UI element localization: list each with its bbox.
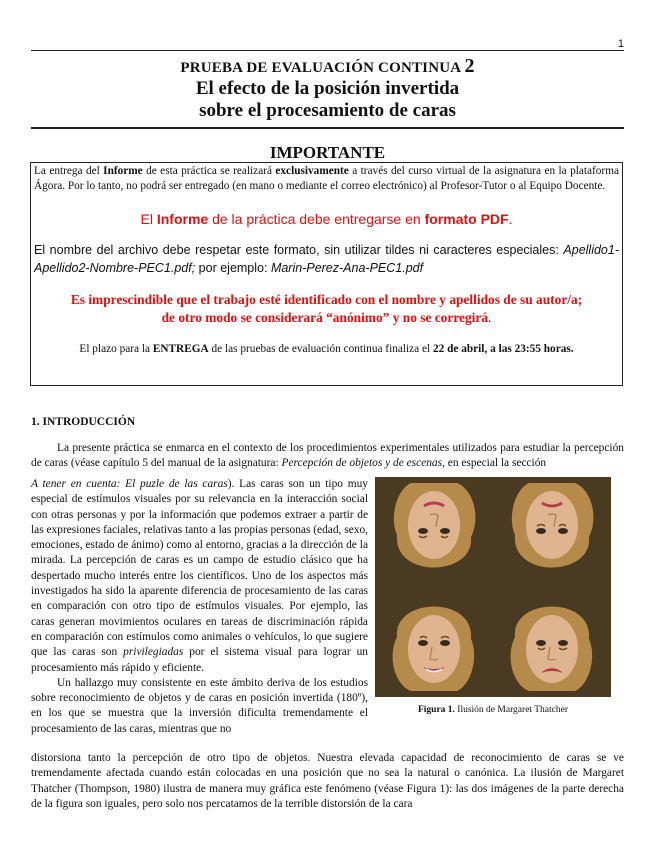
bold-text: exclusivamente <box>275 165 349 177</box>
text: , en especial la sección <box>442 457 547 470</box>
italic-text: Apellido1-Apellido2-Nombre-PEC1.pdf; <box>34 243 619 275</box>
text: por el sistema visual para lograr un procesamiento más rápido y eficiente. <box>31 646 368 674</box>
page-number: 1 <box>617 38 624 50</box>
intro-narrow-column <box>31 477 368 737</box>
face-image-inverted-normal <box>375 477 493 587</box>
notice-filename-format <box>34 241 619 277</box>
intro-paragraph-1 <box>31 441 624 472</box>
notice-box <box>30 162 623 386</box>
bold-text: formato PDF <box>424 211 509 227</box>
figure-image-grid <box>375 477 611 697</box>
notice-deadline <box>34 343 619 355</box>
warning-line-1: Es imprescindible que el trabajo esté identificado con el nombre y apellidos de su autor/a; <box>70 292 583 307</box>
bold-text: 22 de abril, a las 23:55 horas. <box>432 343 574 355</box>
italic-text: A tener en cuenta: El puzle de las caras <box>31 478 228 490</box>
intro-paragraph-2: Un hallazgo muy consistente en este ámbito deriva de los estudios sobre reconocimiento de objetos y de caras en posición invertida (180º), en los que se muestra que la inversión dificulta tremendamente el procesamiento de las caras, mientras que no <box>31 676 368 735</box>
text: por ejemplo: <box>195 261 271 275</box>
italic-text: Percepción de objetos y de escenas <box>281 457 443 470</box>
bold-text: ENTREGA <box>152 343 209 355</box>
title-block <box>31 56 624 122</box>
section-heading-introduccion: 1. INTRODUCCIÓN <box>31 416 136 428</box>
italic-text: privilegiadas <box>123 646 184 659</box>
figure-caption-text: Ilusión de Margaret Thatcher <box>457 705 569 715</box>
italic-text: Marin-Perez-Ana-PEC1.pdf <box>270 261 424 275</box>
text: de esta práctica se realizará <box>142 165 276 177</box>
text: El nombre del archivo debe respetar este formato, sin utilizar tildes ni caracteres especiales: <box>34 243 564 257</box>
top-rule <box>31 50 624 51</box>
text: La presente práctica se enmarca en el contexto de los procedimientos experimentales utilizados para estudiar la percepción de caras (véase capítulo 5 del manual de la asignatura: <box>31 442 624 470</box>
title-line-3: sobre el procesamiento de caras <box>199 100 456 121</box>
title-number: 2 <box>464 55 475 77</box>
figure-caption <box>375 705 611 715</box>
face-image-upright-thatcherized <box>493 587 611 697</box>
bold-text: Informe <box>103 165 143 177</box>
face-image-inverted-thatcherized <box>493 477 611 587</box>
title-line-2: El efecto de la posición invertida <box>195 78 460 99</box>
intro-paragraph-1-cont <box>31 477 368 676</box>
text: . <box>508 211 513 227</box>
notice-delivery-paragraph <box>34 164 619 194</box>
title-bottom-rule <box>31 127 624 129</box>
text: de la práctica debe entregarse en <box>208 211 425 227</box>
text: El plazo para la <box>79 343 153 355</box>
important-heading: IMPORTANTE <box>269 143 386 162</box>
notice-pdf-line <box>34 211 619 227</box>
text: El <box>140 211 157 227</box>
text: La entrega del <box>34 165 104 177</box>
title-text: PRUEBA DE EVALUACIÓN CONTINUA <box>180 60 461 76</box>
title-line-1 <box>31 56 624 78</box>
notice-identification-warning <box>34 291 619 327</box>
text: a través del curso virtual de la asignatura en la plataforma Ágora. Por lo tanto, no podrá ser entregado (en mano o mediante el correo electrónico) al Profesor-Tutor o al Equipo Docente. <box>34 165 619 192</box>
text: ). Las caras son un tipo muy especial de estímulos visuales por su relevancia en la interacción social con otras personas y por la información que podemos extraer a partir de las expresiones faciales, relativas tanto a las propias personas (edad, sexo, emociones, estado de ánimo) como al entorno, gracias a la dirección de la mirada. La percepción de caras es un campo de estudio clásico que ha despertado mucho interés entre los científicos. Uno de los aspectos más investigados ha sido la aparente diferencia de procesamiento de las caras en comparación con otro tipo de estímulos visuales. Por ejemplo, las caras generan movimientos oculares en tareas de discriminación rápida en comparación con estímulos como animales o vehículos, lo que sugiere que las caras son <box>31 478 368 659</box>
figure-label: Figura 1. <box>417 705 455 715</box>
bold-text: Informe <box>156 211 209 227</box>
text: . <box>488 310 492 325</box>
figure-thatcher-illusion <box>375 477 611 715</box>
intro-paragraph-2-cont: distorsiona tanto la percepción de otro tipo de objetos. Nuestra elevada capacidad de reconocimiento de caras se ve tremendamente afectada cuando están colocadas en una posición que no sea la natural o canónica. La ilusión de Margaret Thatcher (Thompson, 1980) ilustra de manera muy gráfica este fenómeno (véase Figura 1): las dos imágenes de la parte derecha de la figura son iguales, pero solo nos percatamos de la terrible distorsión de la cara <box>31 752 624 810</box>
face-image-upright-normal <box>375 587 493 697</box>
warning-line-2: de otro modo se considerará “anónimo” y no se corregirá <box>161 310 489 325</box>
text: de las pruebas de evaluación continua finaliza el <box>208 343 433 355</box>
